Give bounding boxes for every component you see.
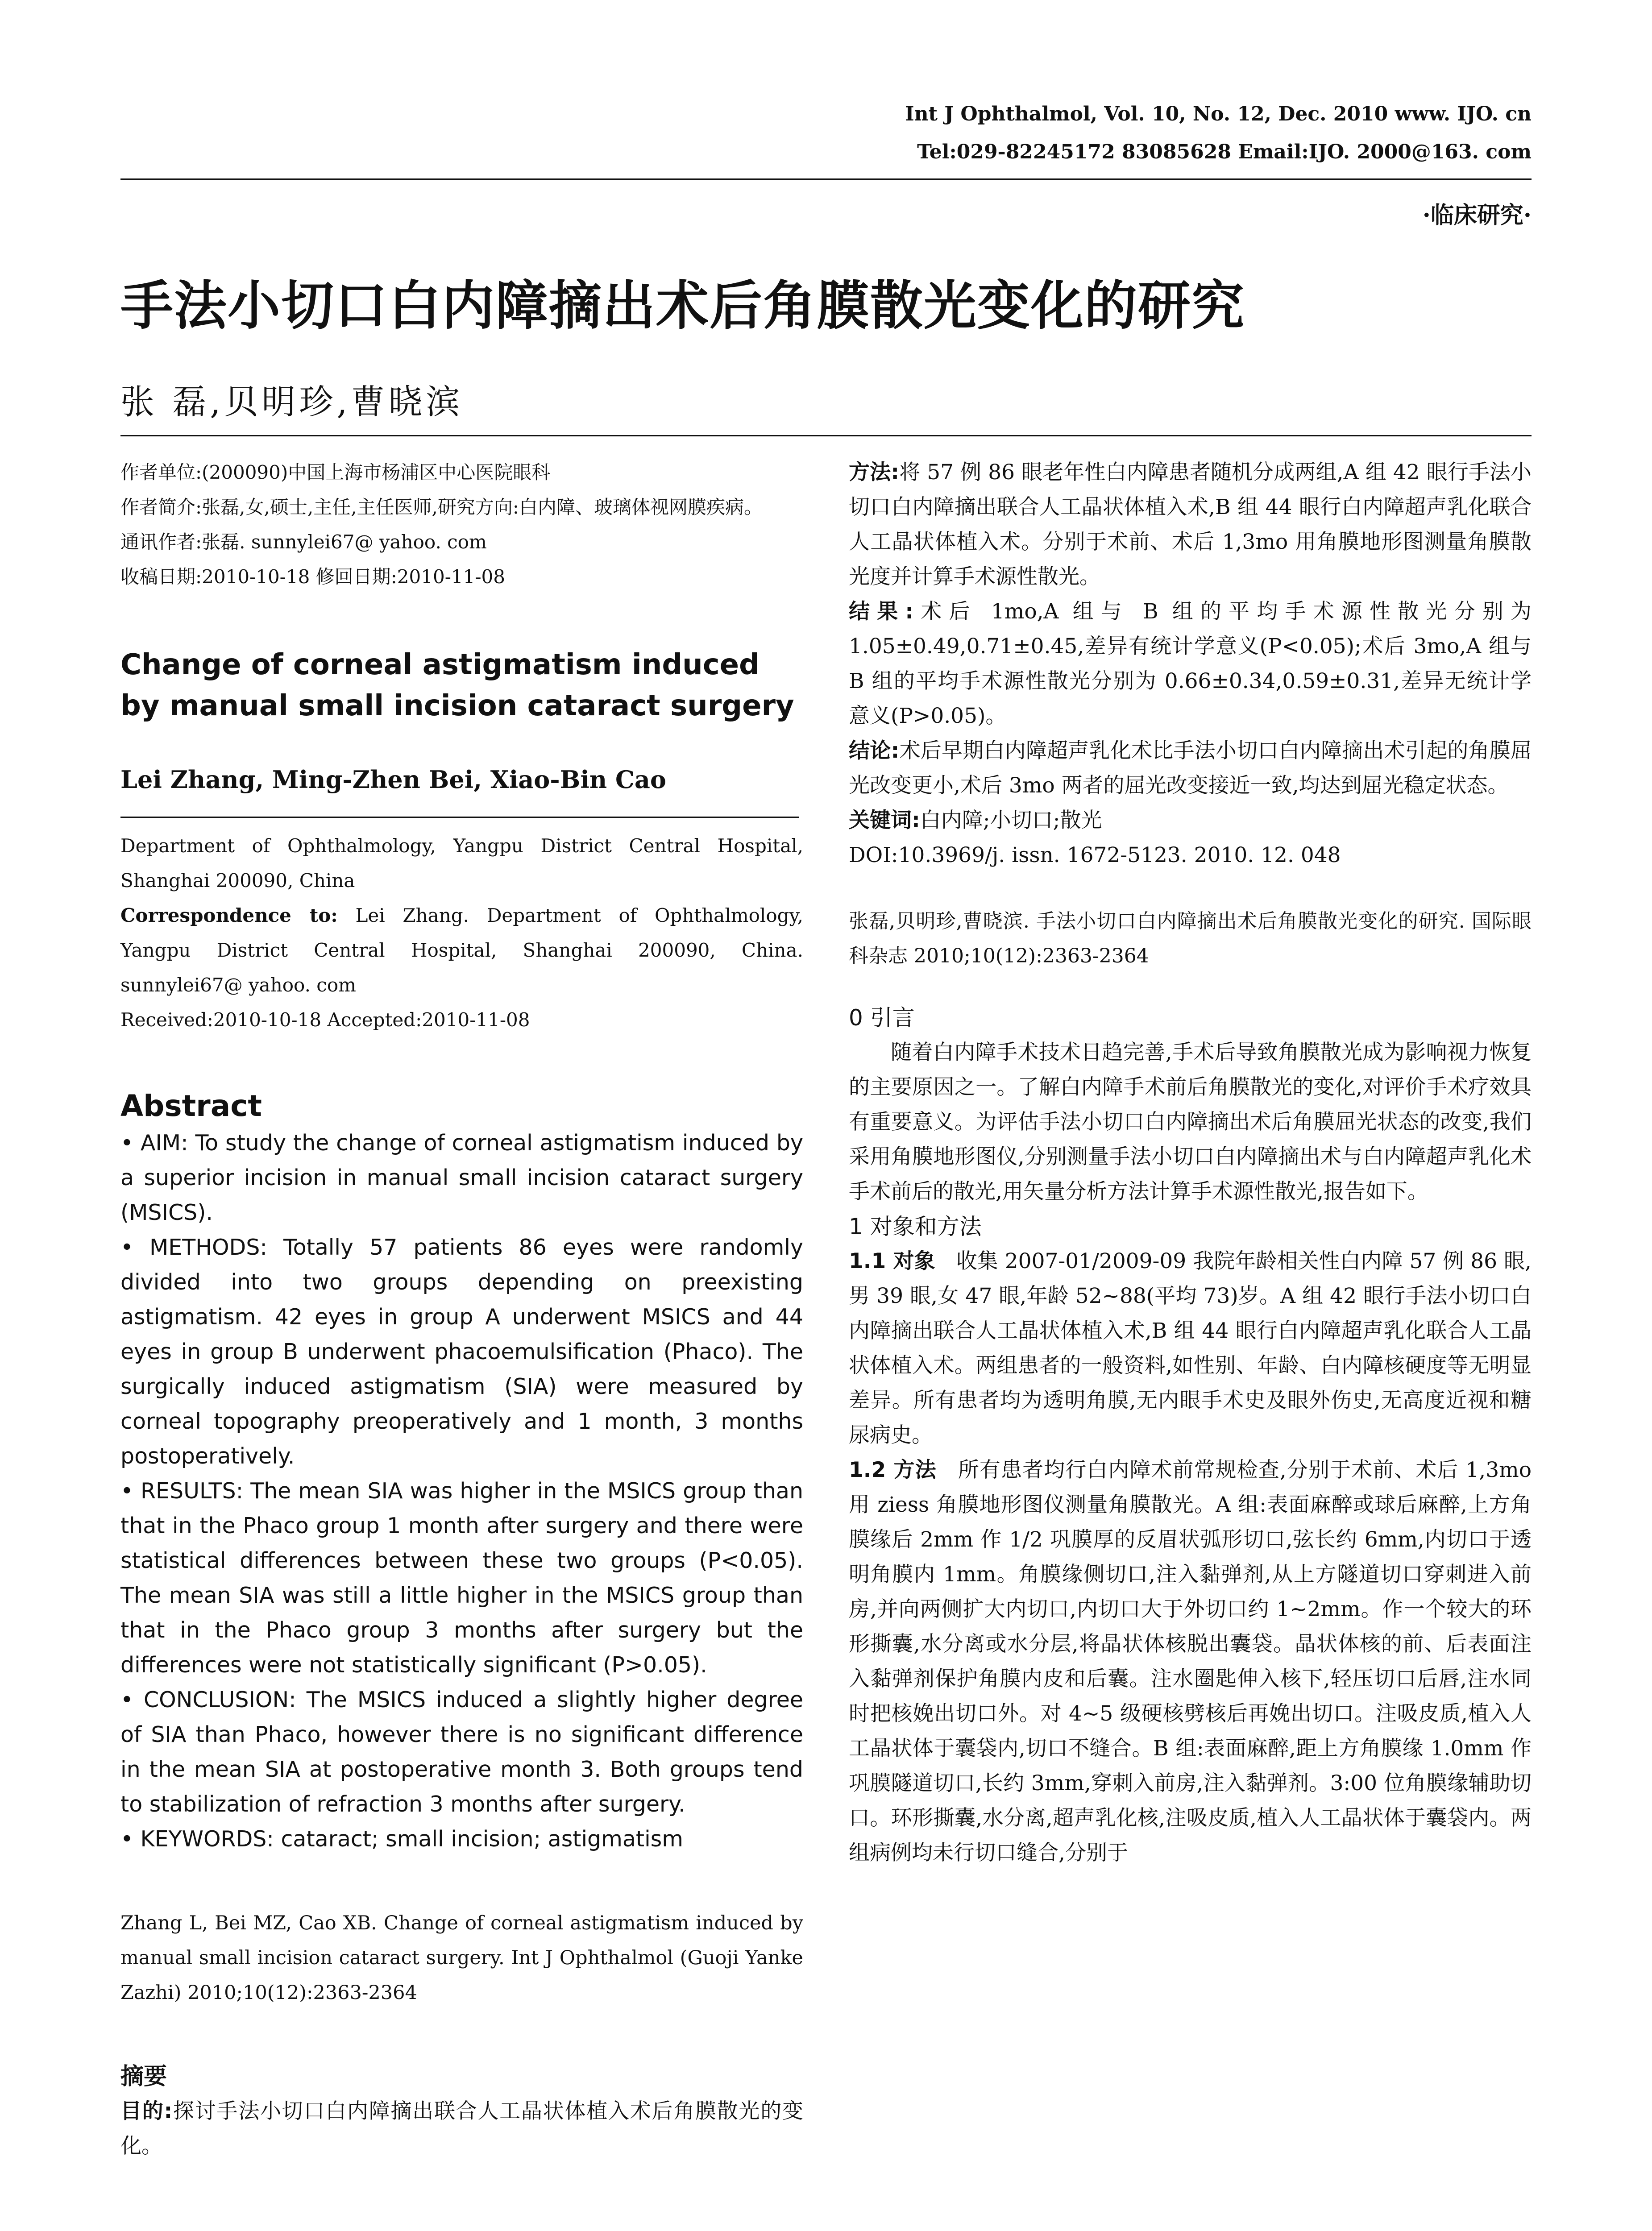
methods-heading: 1 对象和方法 bbox=[849, 1214, 982, 1240]
abstract-cn-conclusion bbox=[849, 734, 1532, 803]
results-text: 术后 1mo,A 组与 B 组的平均手术源性散光分别为 1.05±0.49,0.71±0.45,差异有统计学意义(P<0.05);术后 3mo,A 组与 B 组的平均手术源性散光分别为 0.66±0.34,0.59±0.31,差异无统计学意义(P>0.05)。 bbox=[849, 599, 1532, 728]
affiliation-en: Department of Ophthalmology, Yangpu District Central Hospital, Shanghai 200090, China bbox=[120, 835, 803, 892]
methods-text: 将 57 例 86 眼老年性白内障患者随机分成两组,A 组 42 眼行手法小切口白内障摘出联合人工晶状体植入术,B 组 44 眼行白内障超声乳化联合人工晶状体植入术。分别于术前、术后 1,3mo 用角膜地形图测量角膜散光度并计算手术源性散光。 bbox=[849, 460, 1532, 589]
dates-cn: 收稿日期:2010-10-18 修回日期:2010-11-08 bbox=[120, 566, 505, 588]
citation-cn: 张磊,贝明珍,曹晓滨. 手法小切口白内障摘出术后角膜散光变化的研究. 国际眼科杂志 2010;10(12):2363-2364 bbox=[849, 910, 1532, 967]
author-unit: 作者单位:(200090)中国上海市杨浦区中心医院眼科 bbox=[120, 461, 551, 483]
correspondence-label: Correspondence to: bbox=[120, 904, 338, 926]
subjects-label: 1.1 对象 bbox=[849, 1249, 935, 1273]
authors-cn: 张 磊,贝明珍,曹晓滨 bbox=[120, 382, 464, 422]
citation-en: Zhang L, Bei MZ, Cao XB. Change of corneal astigmatism induced by manual small incision cataract surgery. Int J Ophthalmol (Guoji Yanke Zazhi) 2010;10(12):2363-2364 bbox=[120, 1912, 803, 2004]
methods-label: 方法: bbox=[849, 460, 900, 485]
keywords-label: 关键词: bbox=[849, 808, 920, 833]
paper-title-cn: 手法小切口白内障摘出术后角膜散光变化的研究 bbox=[120, 274, 1245, 336]
authors-en: Lei Zhang, Ming-Zhen Bei, Xiao-Bin Cao bbox=[120, 765, 666, 794]
conclusion-text: 术后早期白内障超声乳化术比手法小切口白内障摘出术引起的角膜屈光改变更小,术后 3mo 两者的屈光改变接近一致,均达到屈光稳定状态。 bbox=[849, 738, 1532, 798]
corresponding-author-cn: 通讯作者:张磊. sunnylei67@ yahoo. com bbox=[120, 531, 487, 553]
abstract-cn-heading: 摘要 bbox=[120, 2063, 167, 2090]
abstract-aim: • AIM: To study the change of corneal astigmatism induced by a superior incision in manual small incision cataract surgery (MSICS). bbox=[120, 1130, 803, 1225]
aim-text: 探讨手法小切口白内障摘出联合人工晶状体植入术后角膜散光的变化。 bbox=[120, 2099, 804, 2158]
section-tag: ·临床研究· bbox=[1422, 202, 1532, 229]
author-bio: 作者简介:张磊,女,硕士,主任,主任医师,研究方向:白内障、玻璃体视网膜疾病。 bbox=[120, 496, 763, 518]
correspondence-text: Lei Zhang. Department of Ophthalmology, Yangpu District Central Hospital, Shanghai 200090, China. sunnylei67@ yahoo. com bbox=[120, 904, 803, 996]
conclusion-label: 结论: bbox=[849, 738, 900, 763]
subjects-paragraph bbox=[849, 1244, 1532, 1453]
results-label: 结果: bbox=[849, 599, 914, 624]
abstract-cn-methods bbox=[849, 455, 1532, 594]
dates-en: Received:2010-10-18 Accepted:2010-11-08 bbox=[120, 1009, 530, 1031]
method-label: 1.2 方法 bbox=[849, 1458, 937, 1482]
intro-text: 随着白内障手术技术日趋完善,手术后导致角膜散光成为影响视力恢复的主要原因之一。了解白内障手术前后角膜散光的变化,对评价手术疗效具有重要意义。为评估手法小切口白内障摘出术后角膜屈光状态的改变,我们采用角膜地形图仪,分别测量手法小切口白内障摘出术与白内障超声乳化术手术前后的散光,用矢量分析方法计算手术源性散光,报告如下。 bbox=[849, 1040, 1532, 1204]
correspondence-en bbox=[120, 898, 803, 1003]
left-column bbox=[120, 455, 803, 2164]
doi: DOI:10.3969/j. issn. 1672-5123. 2010. 12. 048 bbox=[849, 843, 1341, 867]
intro-heading: 0 引言 bbox=[849, 1005, 915, 1031]
journal-header: Int J Ophthalmol, Vol. 10, No. 12, Dec. 2010 www. IJO. cn bbox=[905, 103, 1532, 125]
header-divider bbox=[120, 178, 1532, 180]
authors-divider bbox=[120, 817, 799, 818]
subjects-text: 收集 2007-01/2009-09 我院年龄相关性白内障 57 例 86 眼,男 39 眼,女 47 眼,年龄 52~88(平均 73)岁。A 组 42 眼行手法小切口白内障摘出联合人工晶状体植入术,B 组 44 眼行白内障超声乳化联合人工晶状体植入术。两组患者的一般资料,如性别、年龄、白内障核硬度等无明显差异。所有患者均为透明角膜,无内眼手术史及眼外伤史,无高度近视和糖尿病史。 bbox=[849, 1249, 1532, 1447]
abstract-cn-results bbox=[849, 594, 1532, 734]
abstract-methods: • METHODS: Totally 57 patients 86 eyes were randomly divided into two groups depending on preexisting astigmatism. 42 eyes in group A underwent MSICS and 44 eyes in group B underwent phacoemulsification (Phaco). The surgically induced astigmatism (SIA) were measured by corneal topography preoperatively and 1 month, 3 months postoperatively. bbox=[120, 1235, 803, 1469]
journal-contact: Tel:029-82245172 83085628 Email:IJO. 2000@163. com bbox=[917, 141, 1532, 163]
method-text: 所有患者均行白内障术前常规检查,分别于术前、术后 1,3mo 用 ziess 角膜地形图仪测量角膜散光。A 组:表面麻醉或球后麻醉,上方角膜缘后 2mm 作 1/2 巩膜厚的反眉状弧形切口,弦长约 6mm,内切口于透明角膜内 1mm。角膜缘侧切口,注入黏弹剂,从上方隧道切口穿刺进入前房,并向两侧扩大内切口,内切口大于外切口约 1~2mm。作一个较大的环形撕囊,水分离或水分层,将晶状体核脱出囊袋。晶状体核的前、后表面注入黏弹剂保护角膜内皮和后囊。注水圈匙伸入核下,轻压切口后唇,注水同时把核娩出切口外。对 4~5 级硬核劈核后再娩出切口。注吸皮质,植入人工晶状体于囊袋内,切口不缝合。B 组:表面麻醉,距上方角膜缘 1.0mm 作巩膜隧道切口,长约 3mm,穿刺入前房,注入黏弹剂。3:00 位角膜缘辅助切口。环形撕囊,水分离,超声乳化核,注吸皮质,植入人工晶状体于囊袋内。两组病例均未行切口缝合,分别于 bbox=[849, 1458, 1532, 1865]
right-column bbox=[849, 455, 1532, 1870]
title-divider bbox=[120, 435, 1532, 436]
method-paragraph bbox=[849, 1453, 1532, 1870]
aim-label: 目的: bbox=[120, 2099, 173, 2123]
abstract-results: • RESULTS: The mean SIA was higher in the MSICS group than that in the Phaco group 1 month after surgery and there were statistical differences between these two groups (P<0.05). The mean SIA was still a little higher in the MSICS group than that in the Phaco group 3 months after surgery but the differences were not statistically significant (P>0.05). bbox=[120, 1478, 803, 1678]
abstract-conclusion: • CONCLUSION: The MSICS induced a slightly higher degree of SIA than Phaco, however there is no significant difference in the mean SIA at postoperative month 3. Both groups tend to stabilization of refraction 3 months after surgery. bbox=[120, 1687, 803, 1817]
paper-title-en: Change of corneal astigmatism induced by manual small incision cataract surgery bbox=[120, 648, 794, 722]
abstract-keywords: • KEYWORDS: cataract; small incision; astigmatism bbox=[120, 1826, 684, 1852]
keywords-text: 白内障;小切口;散光 bbox=[920, 808, 1102, 833]
abstract-cn-keywords bbox=[849, 803, 1532, 838]
abstract-heading: Abstract bbox=[120, 1089, 262, 1123]
abstract-cn-aim bbox=[120, 2094, 803, 2164]
